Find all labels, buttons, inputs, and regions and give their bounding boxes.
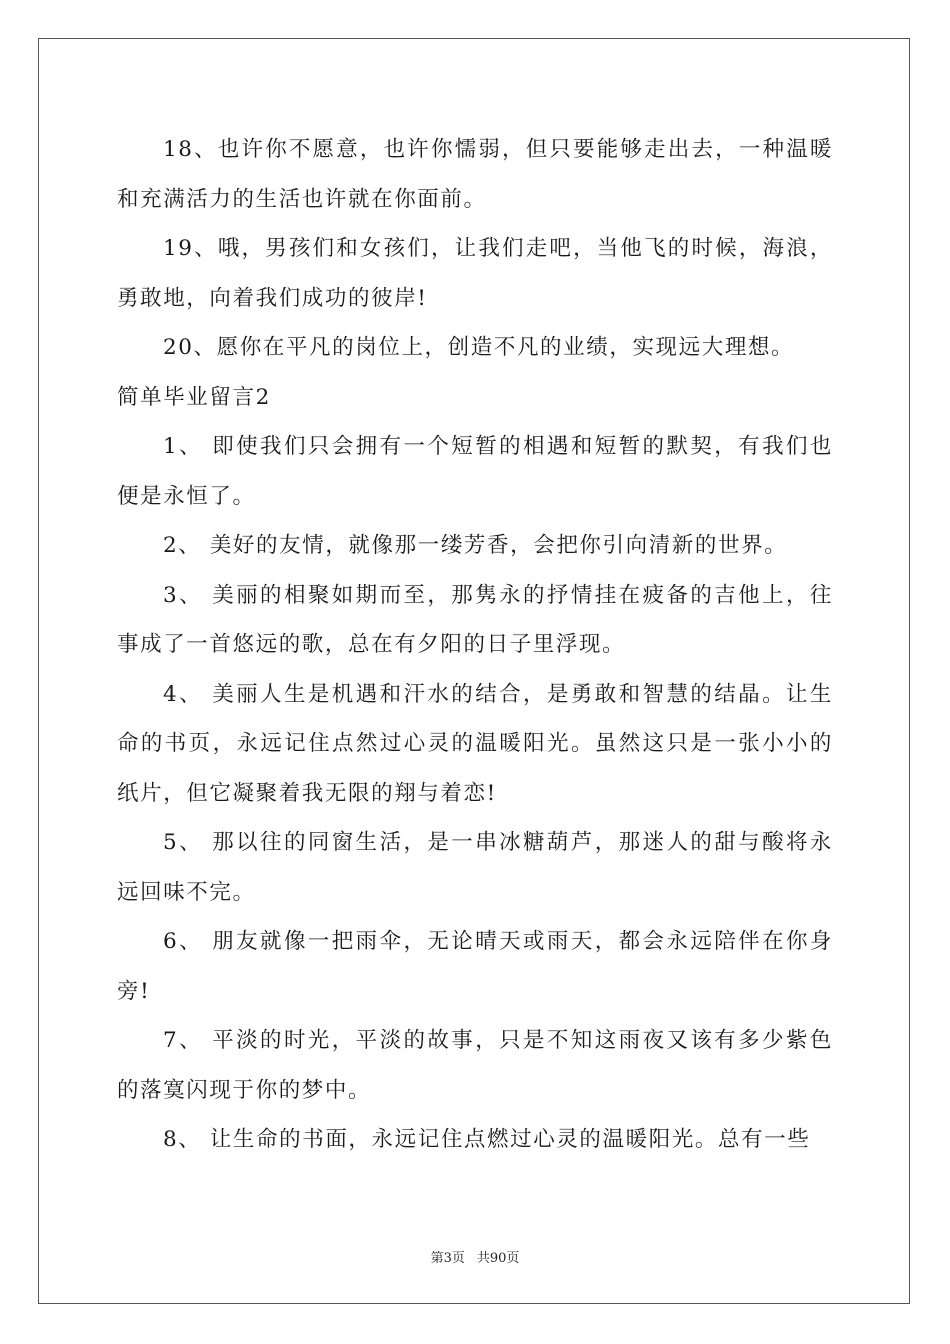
document-body: [117, 125, 833, 1165]
paragraph-2: 2、 美好的友情，就像那一缕芳香，会把你引向清新的世界。: [163, 533, 788, 558]
section-heading: 简单毕业留言2: [117, 384, 271, 410]
paragraph-6: 6、 朋友就像一把雨伞，无论晴天或雨天，都会永远陪伴在你身旁!: [117, 929, 833, 1004]
paragraph-20: 20、愿你在平凡的岗位上，创造不凡的业绩，实现远大理想。: [163, 335, 795, 360]
page-total: 共90页: [476, 1251, 520, 1266]
paragraph-3: 3、 美丽的相聚如期而至，那隽永的抒情挂在疲备的吉他上，往事成了一首悠远的歌，总在有夕阳的日子里浮现。: [117, 582, 833, 657]
paragraph-8: 8、 让生命的书面，永远记住点燃过心灵的温暖阳光。总有一些: [163, 1127, 811, 1152]
page-footer: [0, 1247, 950, 1266]
paragraph-1: 1、 即使我们只会拥有一个短暂的相遇和短暂的默契，有我们也便是永恒了。: [117, 434, 833, 509]
paragraph-7: 7、 平淡的时光，平淡的故事，只是不知这雨夜又该有多少紫色的落寞闪现于你的梦中。: [117, 1028, 833, 1103]
paragraph-19: 19、哦，男孩们和女孩们，让我们走吧，当他飞的时候，海浪，勇敢地，向着我们成功的彼岸!: [117, 236, 833, 311]
paragraph-5: 5、 那以往的同窗生活，是一串冰糖葫芦，那迷人的甜与酸将永远回味不完。: [117, 830, 833, 905]
page-number: 第3页: [430, 1251, 465, 1266]
paragraph-18: 18、也许你不愿意，也许你懦弱，但只要能够走出去，一种温暖和充满活力的生活也许就在你面前。: [117, 137, 833, 212]
paragraph-4: 4、 美丽人生是机遇和汗水的结合，是勇敢和智慧的结晶。让生命的书页，永远记住点然过心灵的温暖阳光。虽然这只是一张小小的纸片，但它凝聚着我无限的翔与着恋!: [117, 681, 833, 806]
